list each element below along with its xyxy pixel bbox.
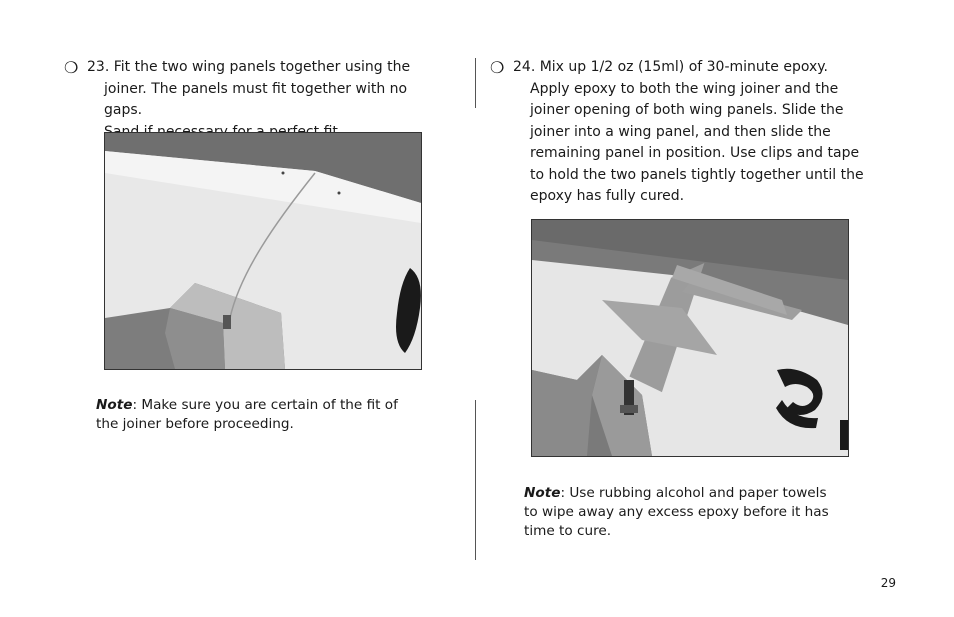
checkbox-icon: ❍ (490, 58, 505, 77)
step-24-line-2: joiner opening of both wing panels. Slide the (530, 102, 844, 118)
step-24-line-5: to hold the two panels tightly together until the (530, 166, 864, 183)
note-right-line-3: time to cure. (524, 523, 612, 539)
page-number: 29 (880, 576, 896, 590)
step-24-line-1: Apply epoxy to both the wing joiner and the (530, 80, 839, 97)
note-right-label: Note (524, 485, 561, 501)
step-24-line-4: remaining panel in position. Use clips and tape (530, 145, 860, 161)
wing-panels-photo (104, 132, 422, 370)
note-left (96, 396, 436, 434)
note-left-line-2: the joiner before proceeding. (96, 416, 294, 432)
column-divider-bottom (475, 400, 476, 560)
step-24-line-6: epoxy has fully cured. (530, 188, 685, 204)
step-23 (64, 57, 444, 143)
step-23-text: 23. Fit the two wing panels together using the (87, 59, 411, 75)
note-right-line-2: to wipe away any excess epoxy before it has (524, 504, 829, 520)
step-24-line-3: joiner into a wing panel, and then slide the (530, 123, 831, 140)
step-23-line-1: joiner. The panels must fit together with no gaps. (104, 80, 408, 118)
wing-joiner-epoxy-photo (531, 219, 849, 457)
note-right-text: : Use rubbing alcohol and paper towels (560, 485, 827, 501)
note-left-label: Note (96, 397, 133, 413)
step-24-text: 24. Mix up 1/2 oz (15ml) of 30-minute epoxy. (513, 59, 828, 75)
checkbox-icon: ❍ (64, 58, 79, 77)
note-right (524, 484, 864, 541)
note-left-text: : Make sure you are certain of the fit of (132, 397, 398, 413)
column-divider-top (475, 58, 476, 108)
step-24 (490, 57, 890, 208)
